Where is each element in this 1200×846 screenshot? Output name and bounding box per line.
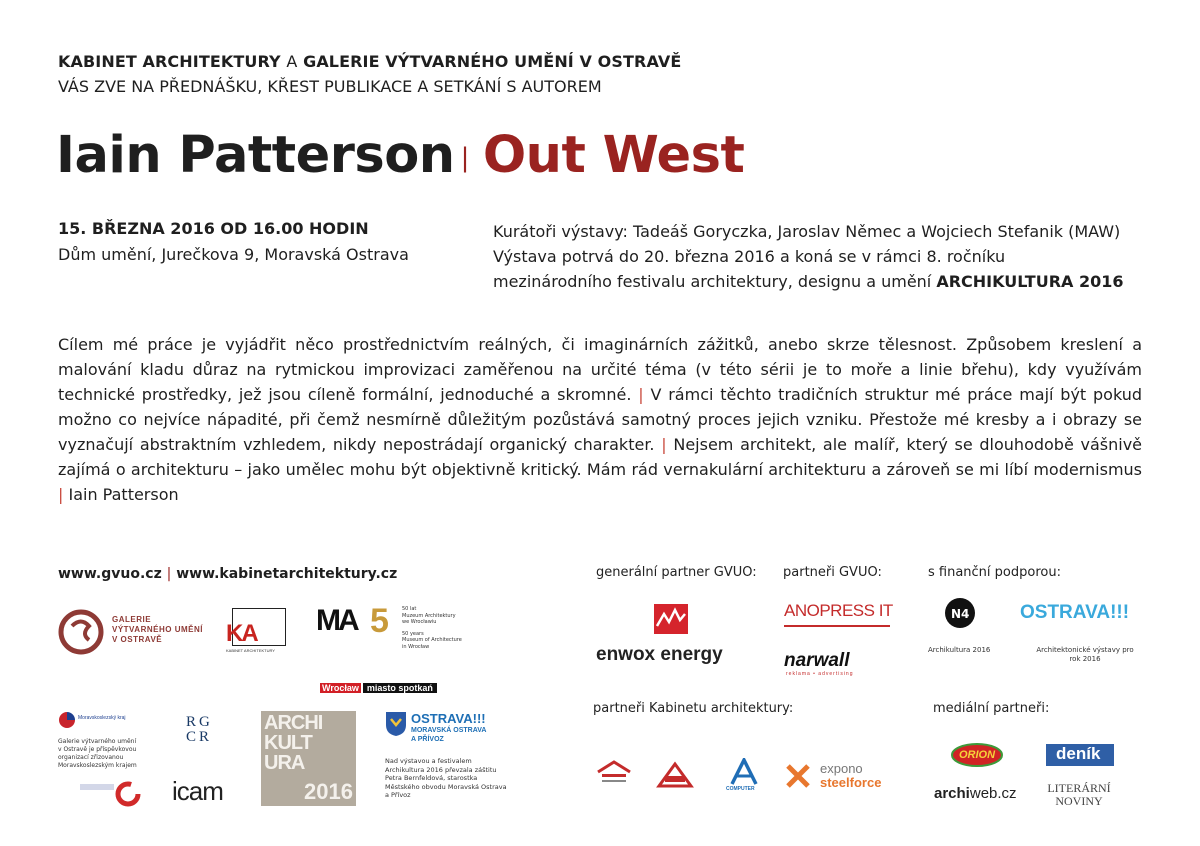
it-reality-logo (594, 760, 634, 790)
label-partners-ka: partneři Kabinetu architektury: (593, 701, 794, 716)
literarni-noviny-logo: LITERÁRNÍ NOVINY (1047, 781, 1111, 808)
archiweb-logo: archiweb.cz (934, 785, 1017, 802)
invitation-line: VÁS ZVE NA PŘEDNÁŠKU, KŘEST PUBLIKACE A SETKÁNÍ S AUTOREM (58, 77, 602, 96)
partner-shield-logo (655, 760, 695, 792)
narwall-logo: narwall reklama • advertising (784, 650, 854, 677)
shield-icon (655, 760, 695, 792)
author-name: Iain Patterson (56, 126, 455, 185)
label-financial-support: s finanční podporou: (928, 565, 1061, 580)
computer-logo: COMPUTER (726, 758, 762, 794)
curators-line: Kurátoři výstavy: Tadeáš Goryczka, Jaroslav Němec a Wojciech Stefanik (MAW) (493, 222, 1121, 241)
house-icon (594, 760, 634, 790)
archikultura-logo: ARCHI KULT URA 2016 (261, 711, 356, 806)
kabinet-logo: KA KABINET ARCHITEKTURY (226, 608, 290, 654)
signature: Iain Patterson (68, 485, 179, 504)
enwox-mark-icon (654, 604, 688, 634)
org-kabinet: KABINET ARCHITEKTURY (58, 52, 281, 71)
n4-icon (945, 598, 975, 628)
gvuo-mark-icon (58, 609, 104, 655)
maw-logo: MA 5 50 lat Muzeum Architektury we Wrocławiu 50 years Museum of Architecture in Wrocław (316, 602, 462, 650)
invitation-organizers (58, 52, 681, 71)
icam-logo: icam (172, 776, 223, 806)
svg-text:N4: N4 (951, 607, 970, 621)
event-place: Dům umění, Jurečkova 9, Moravská Ostrava (58, 245, 409, 264)
org-gvuo: GALERIE VÝTVARNÉHO UMĚNÍ V OSTRAVĚ (303, 52, 682, 71)
link-kabinet[interactable]: www.kabinetarchitektury.cz (176, 566, 398, 582)
org-conjunction: A (286, 52, 298, 71)
exhibition-info (493, 219, 1124, 294)
title-separator: | (460, 143, 469, 173)
websites: www.gvuo.cz | www.kabinetarchitektury.cz (58, 566, 398, 582)
coat-of-arms-icon (385, 711, 407, 737)
artist-statement: Cílem mé práce je vyjádřit něco prostřednictvím reálných, či imaginárních zážitků, anebo skrze tělesnost. Způsobem kreslení a malování kladu důraz na rytmickou improvizaci zaměřenou na určité téma (v této sérii je to moře a linie břehu), kdy využívám technické prostředky, jež jsou cíleně formální, jednoduché a skromné. | V rámci těchto tradičních struktur mé práce mají být pokud možno co nejvíce nápadité, při čemž nesmírně důležitým pozůstává samotný proces jejich vzniku. Přestože mé kresby a i obrazy se vyznačují abstraktním vzhledem, nikdy nepostrádají organický charakter. | Nejsem architekt, ale malíř, který se dlouhodobě vášnivě zajímá o architekturu – jako umělec mohu být objektivně kritický. Mám rád vernakulární architekturu a zároveň se mi líbí modernismus | Iain Patterson (58, 335, 1143, 504)
archikultura-n4-logo: N4 Archikultura 2016 (926, 598, 996, 658)
computer-mark-icon (726, 758, 762, 786)
pko-logo (80, 780, 142, 808)
label-general-partner: generální partner GVUO: (596, 565, 757, 580)
msk-mark-icon (58, 711, 76, 729)
ostrava-privoz-logo: OSTRAVA!!! MORAVSKÁ OSTRAVA A PŘÍVOZ Nad výstavou a festivalem Archikultura 2016 převzala záštitu Petra Bernfeldová, starostka Městského obvodu Moravská Ostrava a Přívoz (385, 711, 507, 799)
rgcr-logo: RG CR (186, 714, 213, 745)
duration-line: Výstava potrvá do 20. března 2016 a koná se v rámci 8. ročníku (493, 247, 1006, 266)
page-title (56, 126, 744, 185)
festival-line: mezinárodního festivalu architektury, designu a umění ARCHIKULTURA 2016 (493, 272, 1124, 291)
link-gvuo[interactable]: www.gvuo.cz (58, 566, 162, 582)
gvuo-logo: GALERIE VÝTVARNÉHO UMĚNÍ V OSTRAVĚ (58, 609, 198, 655)
festival-name: ARCHIKULTURA 2016 (936, 272, 1124, 291)
expono-x-icon (786, 764, 810, 788)
ostrava-financial-logo: OSTRAVA!!! Architektonické výstavy pro rok 2016 (1020, 602, 1134, 663)
wroclaw-logo: Wrocław miasto spotkań (320, 676, 437, 687)
pko-ring-icon (114, 780, 142, 808)
enwox-logo: enwox energy (596, 604, 746, 668)
event-date: 15. BŘEZNA 2016 OD 16.00 HODIN (58, 219, 369, 238)
anopress-logo: ANOPRESS IT (784, 601, 890, 627)
expono-logo: expono steelforce (786, 762, 896, 792)
msk-logo: Moravskoslezský kraj Galerie výtvarného umění v Ostravě je příspěvkovou organizací zřizovanou Moravskoslezským krajem (58, 711, 168, 781)
denik-logo: deník (1046, 744, 1114, 766)
exhibition-name: Out West (482, 126, 745, 185)
label-partners-gvuo: partneři GVUO: (783, 565, 882, 580)
orion-logo: ORION (950, 742, 1004, 768)
label-media-partners: mediální partneři: (933, 701, 1050, 716)
